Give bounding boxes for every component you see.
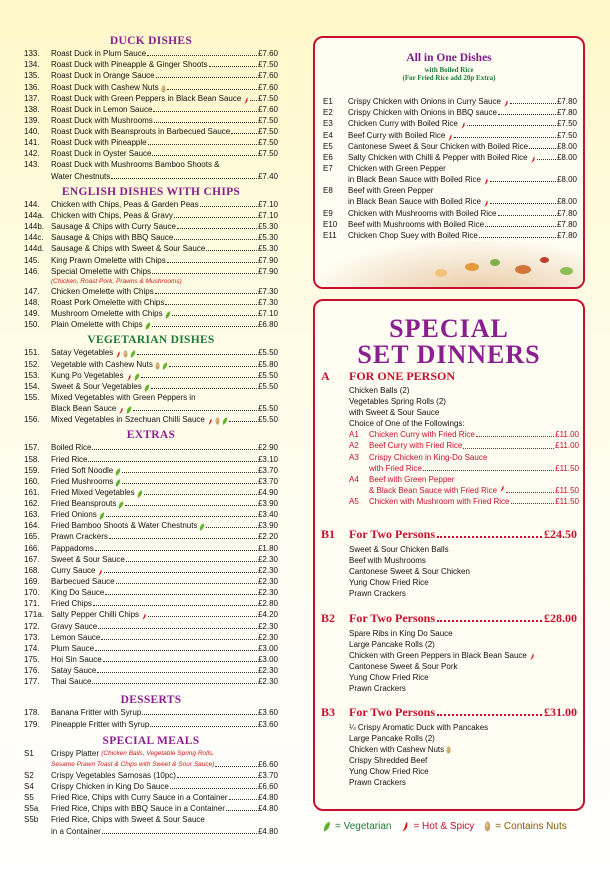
contains-nuts-icon [446, 746, 451, 754]
menu-item[interactable]: E8 Beef with Green Pepper [323, 186, 434, 196]
menu-item[interactable]: 164. Fried Bamboo Shoots & Water Chestnuts £3.90 [24, 521, 278, 531]
menu-item[interactable]: 144a. Chicken with Chips, Peas & Gravy £7.10 [24, 210, 278, 220]
menu-item[interactable]: S5 Fried Rice, Chips with Curry Sauce in a Container £4.80 [24, 793, 278, 803]
menu-item[interactable]: E1 Crispy Chicken with Onions in Curry Sauce £7.80 [323, 97, 577, 107]
menu-item[interactable]: 141. Roast Duck with Pineapple £7.50 [24, 138, 278, 148]
set-b3-contents: ¼ Crispy Aromatic Duck with Pancakes Large Pancake Rolls (2) Chicken with Cashew Nuts Crispy Shredded Beef Yung Chow Fried Rice Prawn Crackers [349, 723, 489, 788]
vegetarian-icon [115, 468, 121, 476]
contains-nuts-icon [161, 85, 166, 93]
menu-item[interactable]: 145. King Prawn Omelette with Chips £7.90 [24, 255, 278, 265]
menu-item[interactable]: 140. Roast Duck with Beansprouts in Barbecued Sauce £7.50 [24, 127, 278, 137]
vegetarian-icon [118, 501, 124, 509]
menu-item[interactable]: 176. Satay Sauce £2.30 [24, 666, 278, 676]
menu-item[interactable]: 144. Chicken with Chips, Peas & Garden Peas £7.10 [24, 199, 278, 209]
menu-item[interactable]: 156. Mixed Vegetables in Szechuan Chilli Sauce £5.50 [24, 415, 278, 425]
set-a-heading[interactable]: A FOR ONE PERSON [321, 369, 456, 383]
set-option[interactable]: A2 Beef Curry with Fried Rice £11.00 [349, 441, 579, 451]
hot-spicy-icon [447, 134, 453, 141]
menu-item[interactable]: E6 Salty Chicken with Chilli & Pepper with Boiled Rice £8.00 [323, 152, 577, 162]
set-option[interactable]: A4 Beef with Green Pepper [349, 474, 455, 484]
menu-item[interactable]: 144c. Sausage & Chips with BBQ Sauce £5.30 [24, 233, 278, 243]
menu-item[interactable]: E11 Chicken Chop Suey with Boiled Rice £7.80 [323, 230, 577, 240]
menu-item[interactable]: 165. Prawn Crackers £2.20 [24, 532, 278, 542]
menu-item[interactable]: 134. Roast Duck with Pineapple & Ginger Shoots £7.50 [24, 60, 278, 70]
hot-spicy-icon [503, 100, 509, 107]
hot-spicy-icon [483, 178, 489, 185]
menu-item[interactable]: 154. Sweet & Sour Vegetables £5.50 [24, 381, 278, 391]
menu-item[interactable]: 167. Sweet & Sour Sauce £2.30 [24, 554, 278, 564]
hot-spicy-icon [97, 569, 103, 576]
menu-item[interactable]: 166. Pappadoms £1.80 [24, 543, 278, 553]
menu-item[interactable]: 139. Roast Duck with Mushrooms £7.50 [24, 115, 278, 125]
set-option[interactable]: A5 Chicken with Mushroom with Fried Rice £11.50 [349, 496, 579, 506]
vegetarian-icon [199, 523, 205, 531]
contains-nuts-icon [215, 417, 220, 425]
set-dinners-title-line1: SPECIAL [389, 314, 509, 343]
menu-item[interactable]: 148. Roast Pork Omelette with Chips £7.30 [24, 297, 278, 307]
set-a-contents: Chicken Balls (2) Vegetables Spring Rolls (2) with Sweet & Sour Sauce Choice of One of the Followings: A1 Chicken Curry with Fried Rice £11.00 A2 Beef Curry with Fried Rice £11.00 A3 Crispy Chicken in King-Do Sauce with Fried Rice £11.50 A4 Beef with Green Pepper & Black Bean Sauce with Fried Rice £11.50 A5 Chicken with Mushroom with Fried Rice £11.50 [349, 386, 579, 506]
menu-item[interactable]: 155. Mixed Vegetables with Green Peppers in [24, 392, 196, 402]
vegetarian-icon [145, 322, 151, 330]
all-in-one-list [323, 96, 577, 252]
menu-item[interactable]: 144b. Sausage & Chips with Curry Sauce £5.30 [24, 222, 278, 232]
menu-item[interactable]: 178. Banana Fritter with Syrup £3.60 [24, 708, 278, 718]
extras-heading: EXTRAS [126, 429, 176, 442]
desserts-list [24, 707, 278, 729]
menu-item-continued: Sesame Prawn Toast & Chips with Sweet & Sour Sauce) £6.60 [51, 759, 278, 769]
duck-dishes-heading: DUCK DISHES [109, 35, 193, 47]
menu-item[interactable]: S1 Crispy Platter (Chicken Balls, Vegetable Spring Rolls, [24, 748, 215, 758]
menu-item[interactable]: 136. Roast Duck with Cashew Nuts £7.60 [24, 82, 278, 92]
hot-spicy-icon [141, 613, 147, 620]
menu-item[interactable]: S4 Crispy Chicken in King Do Sauce £6.60 [24, 782, 278, 792]
menu-item[interactable]: 172. Gravy Sauce £2.30 [24, 621, 278, 631]
menu-item[interactable]: S2 Crispy Vegetables Samosas (10pc) £3.70 [24, 771, 278, 781]
all-in-one-subtitle: with Boiled Rice [424, 66, 474, 74]
vegetarian-icon [222, 417, 228, 425]
menu-item[interactable]: 135. Roast Duck in Orange Sauce £7.60 [24, 71, 278, 81]
menu-item[interactable]: 137. Roast Duck with Green Peppers in Black Bean Sauce £7.50 [24, 93, 278, 103]
contains-nuts-icon [155, 362, 160, 370]
vegetarian-icon [126, 406, 132, 414]
menu-item-continued: in Black Bean Sauce with Boiled Rice £8.00 [348, 197, 577, 207]
menu-item[interactable]: E10 Beef with Mushrooms with Boiled Rice £7.80 [323, 219, 577, 229]
menu-item[interactable]: 168. Curry Sauce £2.30 [24, 565, 278, 575]
menu-item[interactable]: 158. Fried Rice £3.10 [24, 454, 278, 464]
hot-spicy-icon [118, 407, 124, 414]
menu-item[interactable]: E4 Beef Curry with Boiled Rice £7.50 [323, 130, 577, 140]
vegetarian-icon [134, 373, 140, 381]
menu-item[interactable]: 143. Roast Duck with Mushrooms Bamboo Shoots & [24, 160, 220, 170]
menu-item[interactable]: 146. Special Omelette with Chips £7.90 [24, 266, 278, 276]
vegetarian-icon [144, 384, 150, 392]
menu-item-continued: in a Container £4.80 [51, 826, 278, 836]
hot-spicy-icon [243, 97, 249, 104]
vegetarian-icon [130, 350, 136, 358]
menu-item-continued: Water Chestnuts £7.40 [51, 171, 278, 181]
menu-item[interactable]: 161. Fried Mixed Vegetables £4.90 [24, 487, 278, 497]
hot-spicy-icon [126, 374, 132, 381]
hot-spicy-icon [530, 156, 536, 163]
vegetarian-icon [165, 311, 171, 319]
set-dinners-title-line2: SET DINNERS [357, 340, 541, 369]
menu-item-continued: in Black Bean Sauce with Boiled Rice £8.00 [348, 175, 577, 185]
menu-item[interactable]: 171a. Salty Pepper Chilli Chips £4.20 [24, 610, 278, 620]
menu-item[interactable]: 153. Kung Po Vegetables £5.50 [24, 370, 278, 380]
set-b2-contents: Spare Ribs in King Do Sauce Large Pancake Rolls (2) Chicken with Green Peppers in Black Bean Sauce Cantonese Sweet & Sour Pork Yung Chow Fried Rice Prawn Crackers [349, 628, 579, 695]
menu-item[interactable]: 173. Lemon Sauce £2.30 [24, 632, 278, 642]
vegetarian-dishes-list [24, 347, 278, 425]
contains-nuts-icon [484, 821, 491, 832]
menu-item[interactable]: 171. Fried Chips £2.80 [24, 599, 278, 609]
menu-item[interactable]: 170. King Do Sauce £2.30 [24, 588, 278, 598]
hot-spicy-icon [115, 351, 121, 358]
hot-spicy-icon [207, 418, 213, 425]
menu-item[interactable]: 162. Fried Beansprouts £3.90 [24, 499, 278, 509]
icon-legend: = Vegetarian = Hot & Spicy = Contains Nuts [323, 821, 567, 832]
all-in-one-dishes-box [313, 36, 585, 289]
menu-item[interactable]: 159. Fried Soft Noodle £3.70 [24, 465, 278, 475]
menu-item[interactable]: 177. Thai Sauce £2.30 [24, 677, 278, 687]
vegetarian-icon [115, 479, 121, 487]
menu-item[interactable]: E2 Crispy Chicken with Onions in BBQ sauce £7.80 [323, 108, 577, 118]
menu-item[interactable]: 151. Satay Vegetables £5.50 [24, 348, 278, 358]
set-b1-heading[interactable]: B1 For Two Persons £24.50 [321, 527, 577, 541]
hot-spicy-icon [460, 122, 466, 129]
menu-item[interactable]: 150. Plain Omelette with Chips £6.80 [24, 320, 278, 330]
english-dishes-list [24, 199, 278, 331]
special-meals-list [24, 748, 278, 837]
menu-item[interactable]: 174. Plum Sauce £3.00 [24, 643, 278, 653]
menu-item[interactable]: E5 Cantonese Sweet & Sour Chicken with Boiled Rice £8.00 [323, 141, 577, 151]
vegetarian-icon [162, 362, 168, 370]
duck-dishes-list [24, 48, 278, 182]
menu-item[interactable]: S5b Fried Rice, Chips with Sweet & Sour Sauce [24, 815, 205, 825]
vegetarian-dishes-heading: VEGETARIAN DISHES [87, 334, 215, 347]
set-option-continued: with Fried Rice £11.50 [369, 463, 579, 473]
menu-item[interactable]: 133. Roast Duck in Plum Sauce £7.60 [24, 49, 278, 59]
set-b2-heading[interactable]: B2 For Two Persons £28.00 [321, 611, 577, 625]
set-option-continued: & Black Bean Sauce with Fried Rice £11.50 [369, 485, 579, 495]
menu-item[interactable]: 163. Fried Onions £3.40 [24, 510, 278, 520]
menu-item[interactable]: 160. Fried Mushrooms £3.70 [24, 476, 278, 486]
menu-item[interactable]: E9 Chicken with Mushrooms with Boiled Rice £7.80 [323, 208, 577, 218]
desserts-heading: DESSERTS [120, 694, 182, 707]
set-dinners-box [313, 299, 585, 811]
menu-item[interactable]: 179. Pineapple Fritter with Syrup £3.60 [24, 719, 278, 729]
menu-item-continued: Black Bean Sauce £5.50 [51, 404, 278, 414]
vegetarian-icon [137, 490, 143, 498]
vegetarian-icon [323, 821, 331, 832]
menu-item[interactable]: 138. Roast Duck in Lemon Sauce £7.60 [24, 104, 278, 114]
menu-item[interactable]: 152. Vegetable with Cashew Nuts £5.80 [24, 359, 278, 369]
menu-item[interactable]: E7 Chicken with Green Pepper [323, 163, 446, 173]
menu-item[interactable]: 147. Chicken Omelette with Chips £7.30 [24, 286, 278, 296]
menu-item[interactable]: 149. Mushroom Omelette with Chips £7.10 [24, 309, 278, 319]
left-menu-column [24, 34, 278, 837]
set-option[interactable]: A3 Crispy Chicken in King-Do Sauce [349, 452, 488, 462]
all-in-one-note: (For Fried Rice add 20p Extra) [402, 74, 496, 82]
food-photo [315, 241, 583, 287]
english-dishes-heading: ENGLISH DISHES WITH CHIPS [61, 185, 241, 198]
menu-item[interactable]: S5a Fried Rice, Chips with BBQ Sauce in a Container £4.80 [24, 804, 278, 814]
all-in-one-heading: All in One Dishes [406, 52, 492, 64]
set-option[interactable]: A1 Chicken Curry with Fried Rice £11.00 [349, 430, 579, 440]
contains-nuts-icon [123, 350, 128, 358]
menu-item[interactable]: 144d. Sausage & Chips with Sweet & Sour Sauce £5.30 [24, 244, 278, 254]
menu-item[interactable]: 169. Barbecued Sauce £2.30 [24, 577, 278, 587]
hot-spicy-icon [499, 485, 505, 492]
item-description-note: (Chicken, Roast Pork, Prawns & Mushrooms) [51, 277, 182, 285]
menu-item[interactable]: 157. Boiled Rice £2.90 [24, 443, 278, 453]
extras-list [24, 442, 278, 687]
menu-item[interactable]: 175. Hoi Sin Sauce £3.00 [24, 655, 278, 665]
menu-item[interactable]: E3 Chicken Curry with Boiled Rice £7.50 [323, 119, 577, 129]
menu-item[interactable]: 142. Roast Duck in Oyster Sauce £7.50 [24, 149, 278, 159]
set-b1-contents: Sweet & Sour Chicken Balls Beef with Mushrooms Cantonese Sweet & Sour Chicken Yung Chow Fried Rice Prawn Crackers [349, 545, 470, 599]
vegetarian-icon [99, 512, 105, 520]
hot-spicy-icon [401, 821, 409, 832]
special-meals-heading: SPECIAL MEALS [102, 734, 200, 747]
set-b3-heading[interactable]: B3 For Two Persons £31.00 [321, 705, 577, 719]
hot-spicy-icon [529, 653, 535, 660]
hot-spicy-icon [483, 200, 489, 207]
